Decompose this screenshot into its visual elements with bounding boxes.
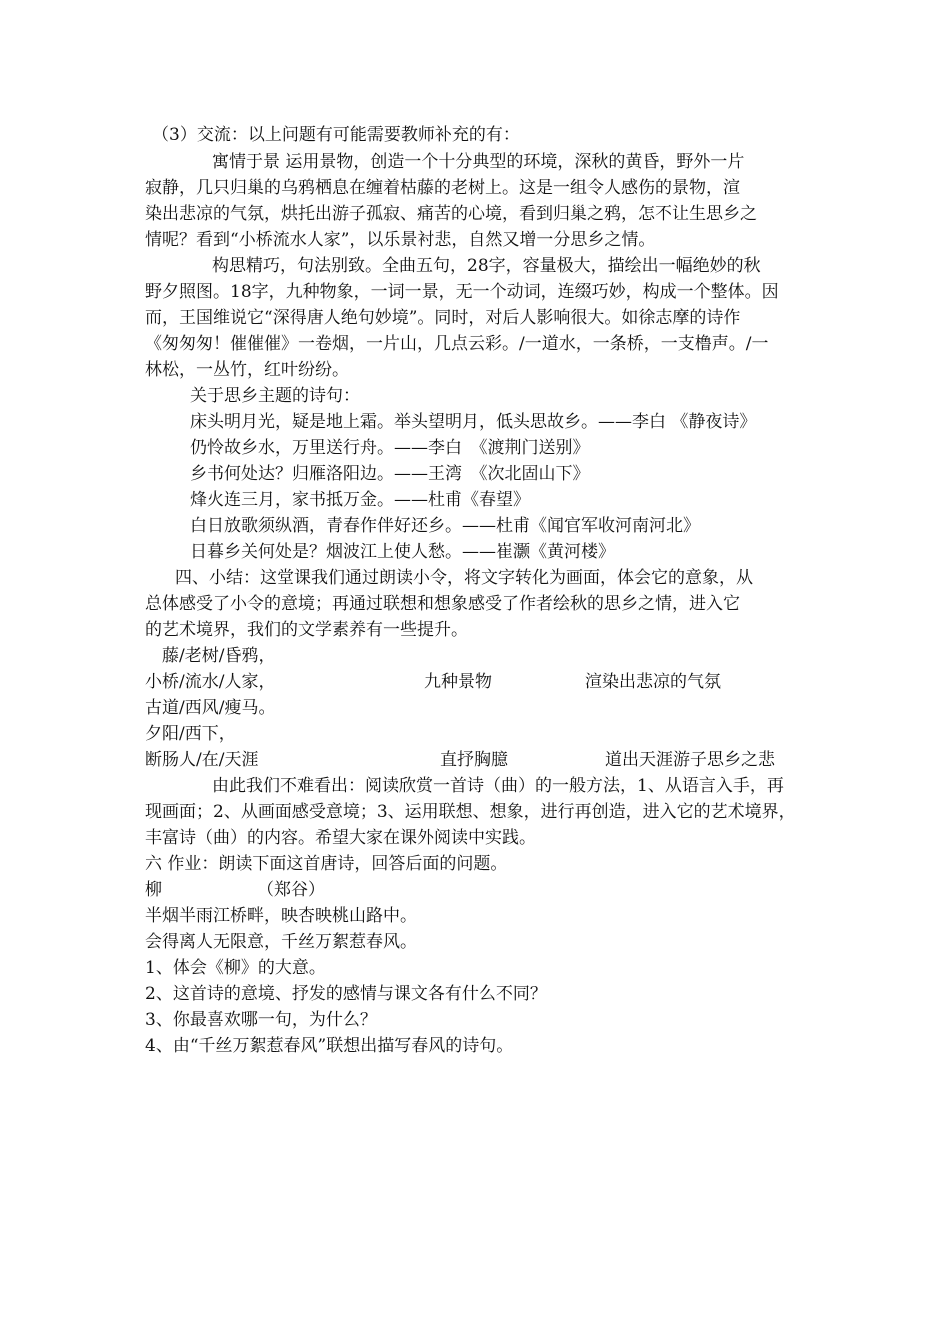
poem-quote: 床头明月光，疑是地上霜。举头望明月，低头思故乡。——李白 《静夜诗》 <box>190 412 757 432</box>
board-note: 渲染出悲凉的气氛 <box>585 672 721 692</box>
board-note: 直抒胸臆 <box>440 750 508 770</box>
poem-quote: 白日放歌须纵酒，青春作伴好还乡。——杜甫《闻官军收河南河北》 <box>190 516 700 536</box>
board-note: 九种景物 <box>424 672 492 692</box>
method-line: 现画面；2、从画面感受意境；3、运用联想、想象，进行再创造，进入它的艺术境界， <box>145 802 796 822</box>
summary-line: 四、小结：这堂课我们通过朗读小令，将文字转化为画面，体会它的意象，从 <box>175 568 753 588</box>
method-line: 丰富诗（曲）的内容。希望大家在课外阅读中实践。 <box>145 828 536 848</box>
paragraph-line: 寓情于景 运用景物，创造一个十分典型的环境，深秋的黄昏，野外一片 <box>212 152 745 172</box>
paragraph-line: 而，王国维说它“深得唐人绝句妙境”。同时，对后人影响很大。如徐志摩的诗作 <box>145 308 741 328</box>
board-line: 小桥/流水/人家， <box>145 672 276 692</box>
poem-author: （郑谷） <box>257 880 325 900</box>
question-item: 3、你最喜欢哪一句，为什么？ <box>145 1010 377 1030</box>
poem-line: 半烟半雨江桥畔，映杏映桃山路中。 <box>145 906 417 926</box>
paragraph-line: 《匆匆匆！催催催》一卷烟，一片山，几点云彩。/一道水，一条桥，一支橹声。/一 <box>145 334 769 354</box>
poem-title: 柳 <box>145 880 162 900</box>
poem-quote: 烽火连三月，家书抵万金。——杜甫《春望》 <box>190 490 530 510</box>
method-line: 由此我们不难看出：阅读欣赏一首诗（曲）的一般方法，1、从语言入手，再 <box>212 776 784 796</box>
paragraph-line: 野夕照图。18字，九种物象，一词一景，无一个动词，连缀巧妙，构成一个整体。因 <box>145 282 779 302</box>
paragraph-line: 染出悲凉的气氛，烘托出游子孤寂、痛苦的心境，看到归巢之鸦，怎不让生思乡之 <box>145 204 757 224</box>
question-item: 1、体会《柳》的大意。 <box>145 958 326 978</box>
board-line: 夕阳/西下， <box>145 724 236 744</box>
paragraph-line: 寂静，几只归巢的乌鸦栖息在缠着枯藤的老树上。这是一组令人感伤的景物，渲 <box>145 178 740 198</box>
section-heading: （3）交流：以上问题有可能需要教师补充的有： <box>152 125 520 145</box>
question-item: 2、这首诗的意境、抒发的感情与课文各有什么不同？ <box>145 984 547 1004</box>
board-line: 藤/老树/昏鸦， <box>162 646 276 666</box>
summary-line: 总体感受了小令的意境；再通过联想和想象感受了作者绘秋的思乡之情，进入它 <box>145 594 740 614</box>
summary-line: 的艺术境界，我们的文学素养有一些提升。 <box>145 620 468 640</box>
paragraph-line: 情呢？看到“小桥流水人家”，以乐景衬悲，自然又增一分思乡之情。 <box>145 230 656 250</box>
homework-heading: 六 作业：朗读下面这首唐诗，回答后面的问题。 <box>145 854 508 874</box>
board-line: 断肠人/在/天涯 <box>145 750 259 770</box>
board-note: 道出天涯游子思乡之悲 <box>605 750 775 770</box>
paragraph-line: 构思精巧，句法别致。全曲五句，28字，容量极大，描绘出一幅绝妙的秋 <box>212 256 761 276</box>
paragraph-line: 林松，一丛竹，红叶纷纷。 <box>145 360 349 380</box>
board-line: 古道/西风/瘦马。 <box>145 698 276 718</box>
poem-line: 会得离人无限意，千丝万絮惹春风。 <box>145 932 417 952</box>
question-item: 4、由“千丝万絮惹春风”联想出描写春风的诗句。 <box>145 1036 514 1056</box>
poem-quote: 日暮乡关何处是？烟波江上使人愁。——崔灏《黄河楼》 <box>190 542 615 562</box>
poem-quote: 乡书何处达？归雁洛阳边。——王湾 《次北固山下》 <box>190 464 590 484</box>
poem-quote: 仍怜故乡水，万里送行舟。——李白 《渡荆门送别》 <box>190 438 590 458</box>
poems-heading: 关于思乡主题的诗句： <box>190 386 360 406</box>
